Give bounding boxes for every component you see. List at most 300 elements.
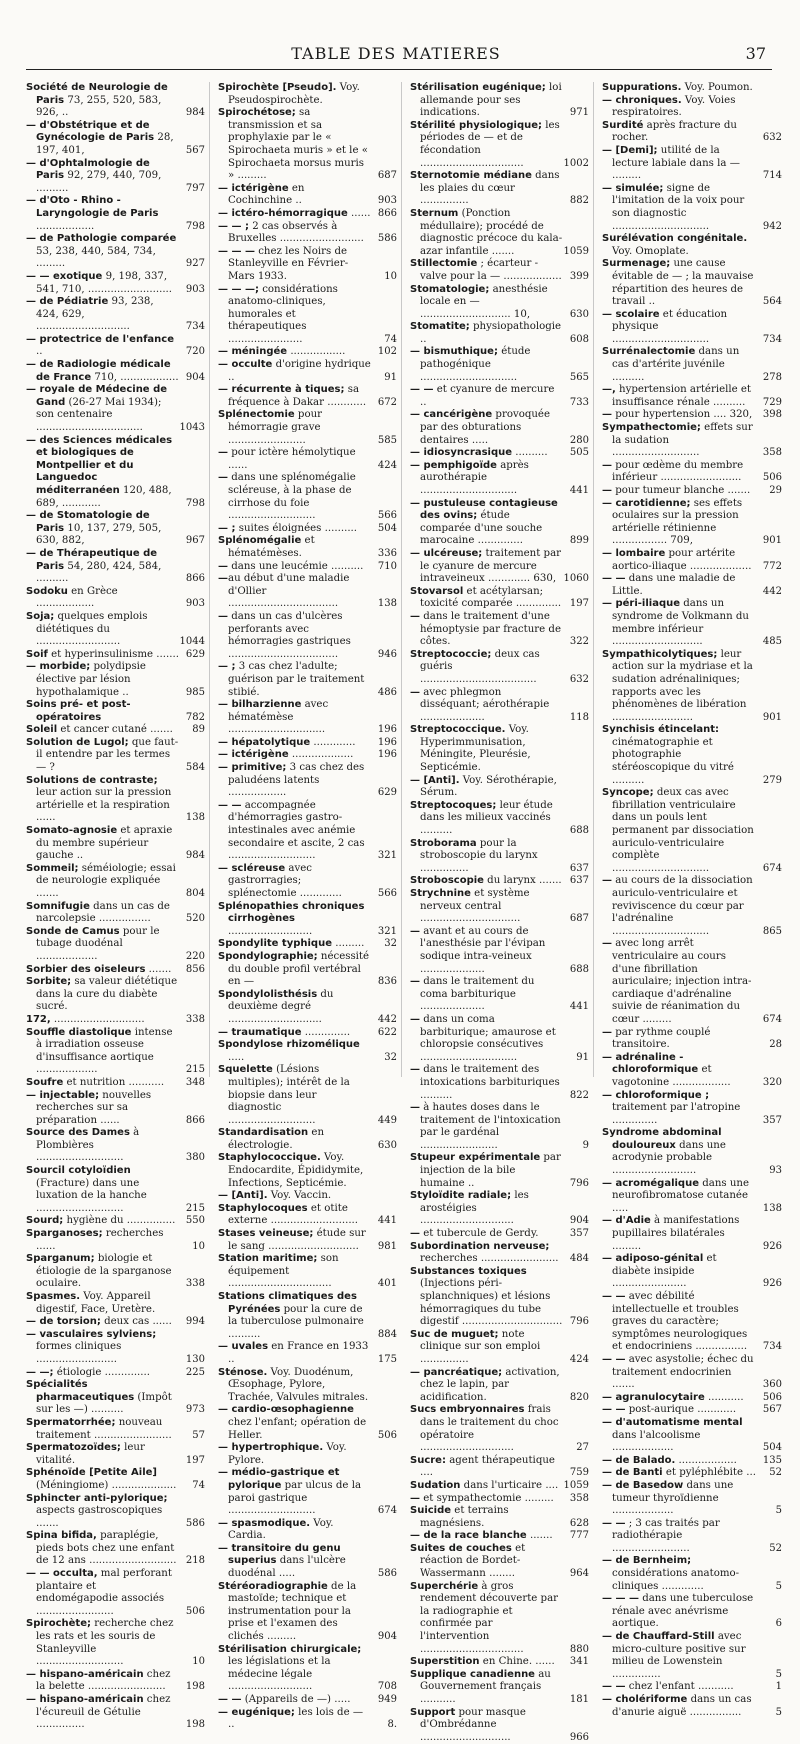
entry-page-number: 220 xyxy=(185,950,205,962)
entry-description: et hématémèses. xyxy=(228,535,315,559)
entry-description: ses effets oculaires sur la pression artérielle rétinienne ................. 709, xyxy=(612,497,743,547)
index-entry xyxy=(602,573,782,598)
entry-description: Voy. Vaccin. xyxy=(267,1190,332,1202)
index-entry xyxy=(602,1052,782,1090)
entry-description: et cyanure de mercure .. xyxy=(420,384,555,408)
index-entry xyxy=(602,1291,782,1354)
index-entry xyxy=(218,246,397,284)
entry-page-number: 903 xyxy=(185,283,205,295)
entry-term: — pancréatique; xyxy=(410,1366,503,1378)
entry-term: Strychnine xyxy=(410,888,471,899)
entry-term: Stomatologie; xyxy=(410,283,490,295)
entry-term: Sorbite; xyxy=(26,976,72,988)
entry-page-number: 994 xyxy=(185,1316,205,1328)
index-entry xyxy=(218,1707,397,1732)
entry-term: — vasculaires sylviens; xyxy=(26,1328,157,1340)
entry-term: — scléreuse xyxy=(218,862,286,874)
entry-term: Suicide xyxy=(410,1505,452,1517)
index-entry xyxy=(26,548,205,586)
entry-term: Somato-agnosie xyxy=(26,825,118,837)
entry-description: sa valeur diététique dans la cure du diabète sucré. xyxy=(36,976,178,1013)
entry-description: deux cas avec fibrillation ventriculaire dans un pouls lent permanent par dissociation auriculo-ventriculaire complète .............................. xyxy=(612,787,754,874)
entry-term: — d'Adie xyxy=(602,1215,651,1227)
entry-term: Surrénalectomie xyxy=(602,346,696,358)
index-entry xyxy=(26,724,205,737)
entry-description: ....... xyxy=(526,1530,553,1542)
index-column-4 xyxy=(602,82,786,1718)
entry-page-number: 399 xyxy=(569,270,589,282)
entry-page-number: 197 xyxy=(569,598,589,610)
entry-description: .. xyxy=(36,346,43,358)
entry-term: — lombaire xyxy=(602,547,666,559)
entry-description: en Grèce .................. xyxy=(36,585,118,610)
entry-term: Syncope; xyxy=(602,787,654,799)
entry-page-number: 632 xyxy=(762,132,782,144)
entry-page-number: 442 xyxy=(377,1013,397,1025)
index-entry xyxy=(410,875,589,888)
entry-page-number: 91 xyxy=(384,371,397,383)
entry-term: — protectrice de l'enfance xyxy=(26,333,175,345)
index-entry xyxy=(602,1631,782,1681)
entry-page-number: 565 xyxy=(569,371,589,383)
entry-description: chez les Noirs de Stanleyville en Février-Mars 1933. xyxy=(228,245,349,282)
entry-term: — scolaire xyxy=(602,308,660,320)
entry-description: et nutrition ........... xyxy=(63,1076,165,1088)
index-entry xyxy=(410,687,589,725)
entry-page-number: 138 xyxy=(762,1202,782,1214)
entry-term: — xyxy=(218,447,228,459)
index-entry xyxy=(602,724,782,787)
index-entry xyxy=(26,1228,205,1253)
entry-description: et otite externe ........................... xyxy=(228,1202,359,1227)
index-entry xyxy=(602,422,782,460)
entry-term: Sucre: xyxy=(410,1454,446,1466)
entry-term: Sourd; xyxy=(26,1215,64,1227)
entry-term: — cholériforme xyxy=(602,1694,688,1705)
entry-term: Staphylocoques xyxy=(218,1202,308,1214)
entry-term: — ictérigène xyxy=(218,182,289,194)
entry-term: — xyxy=(410,925,420,937)
entry-term: — péri-iliaque xyxy=(602,598,681,610)
entry-term: Spasmes. xyxy=(26,1291,81,1302)
entry-description: intense à irradiation osseuse d'insuffisance aortique ................... xyxy=(36,1026,173,1076)
index-entry xyxy=(218,1341,397,1366)
entry-description: (Lésions multiples); intérêt de la biopsie dans leur diagnostic ........................... xyxy=(228,1064,350,1126)
entry-page-number: 10 xyxy=(192,1240,205,1252)
index-entry xyxy=(602,145,782,183)
entry-term: Sternotomie médiane xyxy=(410,170,532,182)
index-entry xyxy=(26,1694,205,1732)
entry-page-number: 357 xyxy=(762,1114,782,1126)
index-entry xyxy=(410,170,589,208)
index-entry xyxy=(218,535,397,560)
entry-description: traitement par l'atropine .............. xyxy=(612,1102,741,1126)
index-entry xyxy=(410,1530,589,1543)
entry-term: Sparganum; xyxy=(26,1253,95,1265)
index-entry xyxy=(602,485,782,498)
entry-page-number: 27 xyxy=(576,1442,589,1454)
entry-page-number: 882 xyxy=(569,195,589,207)
entry-page-number: 485 xyxy=(762,636,782,648)
entry-term: — d'Oto - Rhino - Laryngologie de Paris xyxy=(26,195,159,219)
index-entry xyxy=(26,82,205,120)
index-entry xyxy=(26,120,205,158)
index-entry xyxy=(26,1253,205,1291)
entry-term: — xyxy=(218,573,228,585)
entry-term: — xyxy=(602,485,612,496)
entry-page-number: 130 xyxy=(185,1353,205,1365)
entry-description: dans le traitement d'une hémoptysie par fracture de côtes. xyxy=(420,610,561,648)
entry-page-number: 899 xyxy=(569,535,589,547)
index-entry xyxy=(602,1354,782,1392)
entry-term: Surdité xyxy=(602,119,644,131)
index-entry xyxy=(218,611,397,661)
entry-page-number: 29 xyxy=(769,485,782,496)
index-entry xyxy=(410,1102,589,1152)
entry-term: — — ; xyxy=(218,220,249,232)
entry-page-number: 8. xyxy=(387,1719,397,1731)
entry-description: recherche chez les rats et les souris de Stanleyville ........................... xyxy=(36,1618,174,1668)
index-entry xyxy=(218,661,397,699)
index-entry xyxy=(410,1505,589,1530)
entry-page-number: 796 xyxy=(569,1177,589,1189)
index-entry xyxy=(602,649,782,725)
entry-page-number: 904 xyxy=(569,1215,589,1227)
entry-page-number: 6 xyxy=(775,1618,782,1630)
entry-term: Surmenage; xyxy=(602,258,671,270)
entry-description: les lois de — .. xyxy=(228,1706,364,1731)
entry-page-number: 856 xyxy=(185,963,205,975)
entry-term: — — xyxy=(218,1694,242,1705)
entry-description: à gros rendement découverte par la radiographie et confirmée par l'intervention ................................ xyxy=(420,1580,559,1655)
entry-description: étude pathogénique .............................. xyxy=(420,346,531,383)
entry-term: — chroniques. xyxy=(602,94,682,106)
entry-page-number: 449 xyxy=(377,1114,397,1126)
entry-page-number: 138 xyxy=(377,598,397,610)
entry-description: dans l'ulcère duodénal ..... xyxy=(228,1555,346,1580)
entry-description: loi allemande pour ses indications. xyxy=(420,82,562,119)
index-column-3 xyxy=(410,82,594,1743)
entry-term: Station maritime; xyxy=(218,1253,318,1265)
entry-page-number: 441 xyxy=(569,1001,589,1013)
entry-term: Superstition xyxy=(410,1656,480,1668)
index-entry xyxy=(26,1669,205,1694)
entry-description: dans une neurofibromatose cutanée ..... xyxy=(612,1177,749,1214)
entry-term: — — xyxy=(602,1681,626,1693)
entry-page-number: 135 xyxy=(762,1454,782,1466)
entry-description: Voy. Sérothérapie, Sérum. xyxy=(420,774,557,799)
index-entry xyxy=(218,749,397,762)
index-entry xyxy=(218,863,397,901)
entry-page-number: 28 xyxy=(769,1039,782,1051)
entry-page-number: 567 xyxy=(185,144,205,156)
entry-description: (Appareils de —) ..... xyxy=(241,1694,351,1705)
entry-page-number: 901 xyxy=(762,535,782,547)
entry-page-number: 10 xyxy=(384,270,397,282)
entry-term: — de Balado. xyxy=(602,1454,676,1466)
entry-page-number: 942 xyxy=(762,220,782,232)
index-entry xyxy=(26,1568,205,1618)
index-entry xyxy=(26,649,205,662)
entry-term: Staphylococcique. xyxy=(218,1152,321,1164)
index-entry xyxy=(602,787,782,875)
entry-description: aspects gastroscopiques ....... xyxy=(36,1505,163,1529)
entry-term: Support xyxy=(410,1706,456,1718)
entry-description: Voy. Hyperimmunisation, Méningite, Pleurésie, Septicémie. xyxy=(420,724,531,774)
entry-description: ; écarteur - valve pour la — .................. xyxy=(420,258,562,282)
index-entry xyxy=(26,1215,205,1228)
entry-description: dans une maladie de Little. xyxy=(612,573,736,597)
entry-page-number: 973 xyxy=(185,1404,205,1416)
entry-description: pour hémorragie grave ........................ xyxy=(228,409,323,446)
entry-description: dans un cas de narcolepsie ................ xyxy=(36,900,170,925)
entry-page-number: 777 xyxy=(569,1530,589,1542)
entry-term: Société de Neurologie de Paris xyxy=(26,82,168,106)
index-entry xyxy=(410,498,589,548)
page-number: 37 xyxy=(745,44,766,63)
entry-page-number: 10 xyxy=(192,1656,205,1668)
entry-page-number: 586 xyxy=(185,1517,205,1529)
entry-description: au Gouvernement français ........... xyxy=(420,1668,551,1705)
entry-page-number: 57 xyxy=(192,1429,205,1441)
entry-term: — transitoire du genu superius xyxy=(218,1542,341,1567)
entry-page-number: 197 xyxy=(185,1454,205,1466)
entry-page-number: 5 xyxy=(775,1505,782,1517)
entry-term: — [Anti]. xyxy=(218,1190,268,1202)
entry-page-number: 836 xyxy=(377,976,397,988)
index-entry xyxy=(26,586,205,611)
entry-term: Suites de couches xyxy=(410,1542,512,1554)
entry-description: Voy. Pseudospirochète. xyxy=(228,82,360,106)
index-entry xyxy=(602,1392,782,1405)
entry-description: 53, 238, 440, 584, 734, ......... xyxy=(36,245,156,270)
entry-term: Stases veineuse; xyxy=(218,1228,314,1240)
index-entry xyxy=(218,472,397,522)
entry-term: — récurrente à tiques; xyxy=(218,384,345,396)
entry-term: — traumatique xyxy=(218,1026,302,1038)
entry-description: hygiène du ............... xyxy=(63,1215,176,1227)
entry-term: Splénectomie xyxy=(218,409,295,421)
index-entry xyxy=(410,1266,589,1329)
entry-term: Stillectomie xyxy=(410,258,478,270)
entry-description: effets sur la sudation ........................... xyxy=(612,422,753,459)
entry-page-number: 91 xyxy=(576,1051,589,1063)
entry-description: chez la belette ........................ xyxy=(36,1668,171,1693)
entry-description: leur action sur la mydriase et la sudation adrénaliniques; rapports avec les phénomènes de libération ......................... xyxy=(612,648,753,723)
entry-description: leur étude dans les milieux vaccinés .......... xyxy=(420,799,553,837)
index-entry xyxy=(602,875,782,938)
index-entry xyxy=(26,334,205,359)
entry-term: Streptocoques; xyxy=(410,799,497,811)
index-entry xyxy=(218,573,397,611)
entry-description: quelques emplois diététiques du .......................... xyxy=(36,610,148,648)
index-entry xyxy=(602,1518,782,1556)
entry-page-number: 380 xyxy=(185,1152,205,1164)
entry-description: les législations et la médecine légale .......................... xyxy=(228,1656,331,1693)
index-entry xyxy=(26,1493,205,1531)
index-entry xyxy=(218,737,397,750)
index-entry xyxy=(410,1493,589,1506)
entry-description: cinématographie et photographie stéréoscopique du vitré .......... xyxy=(612,736,734,786)
entry-page-number: 5 xyxy=(775,1706,782,1718)
index-entry xyxy=(218,1467,397,1517)
index-entry xyxy=(410,1543,589,1581)
entry-description: pour œdème du membre inférieur ......................... xyxy=(612,459,744,484)
entry-term: — — xyxy=(602,1291,626,1302)
entry-description: biologie et étiologie de la sparganose oculaire. xyxy=(36,1253,172,1290)
entry-page-number: 358 xyxy=(762,447,782,459)
entry-term: — hispano-américain xyxy=(26,1694,144,1705)
index-entry xyxy=(602,95,782,120)
entry-page-number: 901 xyxy=(762,711,782,723)
index-entry xyxy=(26,1090,205,1128)
entry-page-number: 796 xyxy=(569,1316,589,1328)
entry-description: ..... xyxy=(228,1051,245,1063)
index-entry xyxy=(218,1367,397,1405)
entry-page-number: 89 xyxy=(192,724,205,736)
index-entry xyxy=(218,1581,397,1644)
entry-page-number: 360 xyxy=(762,1379,782,1391)
entry-page-number: 566 xyxy=(377,510,397,522)
index-entry xyxy=(602,1404,782,1417)
entry-term: Spondylose rhizomélique xyxy=(218,1039,360,1051)
entry-description: chez l'enfant ........... xyxy=(625,1681,734,1693)
index-entry xyxy=(410,384,589,409)
index-entry xyxy=(602,548,782,573)
entry-term: — carotidienne; xyxy=(602,497,691,509)
index-entry xyxy=(218,1644,397,1694)
entry-description: après aurothérapie .............................. xyxy=(420,459,529,496)
entry-description: et terrains magnésiens. xyxy=(420,1505,509,1529)
index-entry xyxy=(218,762,397,800)
index-entry xyxy=(26,964,205,977)
entry-page-number: 504 xyxy=(762,1442,782,1454)
entry-page-number: 357 xyxy=(569,1228,589,1240)
entry-term: Suc de muguet; xyxy=(410,1328,499,1340)
entry-page-number: 338 xyxy=(185,1013,205,1025)
entry-page-number: 672 xyxy=(377,396,397,408)
entry-description: ................. xyxy=(287,346,346,358)
entry-description: dans les plaies du cœur ............... xyxy=(420,170,560,207)
index-entry xyxy=(602,82,782,95)
entry-description: Voy. Omoplate. xyxy=(612,245,689,257)
header-rule xyxy=(26,69,772,70)
index-entry xyxy=(410,926,589,976)
entry-page-number: 280 xyxy=(569,434,589,446)
entry-term: — méningée xyxy=(218,346,288,358)
entry-description: son équipement ................................ xyxy=(228,1253,339,1290)
index-entry xyxy=(26,233,205,271)
entry-description: .................. xyxy=(36,220,95,232)
entry-term: Supplique canadienne xyxy=(410,1668,535,1680)
entry-term: — de Bernheim; xyxy=(602,1555,692,1567)
entry-term: — xyxy=(602,409,612,421)
entry-page-number: 566 xyxy=(377,888,397,899)
entry-term: Soufre xyxy=(26,1076,64,1088)
entry-term: Souffle diastolique xyxy=(26,1026,132,1038)
entry-term: Streptococcique. xyxy=(410,724,506,736)
entry-term: — — xyxy=(602,1404,626,1416)
entry-term: Spirochète; xyxy=(26,1618,91,1630)
entry-page-number: 688 xyxy=(569,825,589,837)
entry-page-number: 441 xyxy=(569,485,589,496)
entry-page-number: 278 xyxy=(762,371,782,383)
entry-page-number: 424 xyxy=(569,1353,589,1365)
entry-term: — médio-gastrique et pylorique xyxy=(218,1467,340,1491)
entry-page-number: 505 xyxy=(569,447,589,459)
entry-description: 28, 197, 401, xyxy=(36,132,174,156)
entry-description: (26-27 Mai 1934); son centenaire ................................. xyxy=(36,396,162,434)
entry-page-number: 506 xyxy=(762,472,782,484)
entry-term: Sphénoïde [Petite Aile] xyxy=(26,1467,157,1479)
entry-page-number: 629 xyxy=(377,787,397,799)
entry-description: agent thérapeutique .... xyxy=(420,1454,555,1479)
entry-page-number: 674 xyxy=(762,862,782,874)
entry-page-number: 520 xyxy=(185,913,205,925)
entry-term: Soja; xyxy=(26,610,55,622)
entry-term: — xyxy=(410,686,420,698)
entry-page-number: 710 xyxy=(377,560,397,572)
index-entry xyxy=(602,1694,782,1719)
entry-description: ....... xyxy=(145,963,172,975)
entry-description: nécessité du double profil vertébral en — xyxy=(228,950,370,988)
entry-term: — ictérigène xyxy=(218,749,289,761)
entry-description: à manifestations pupillaires bilatérales ......... xyxy=(612,1215,740,1252)
entry-term: — xyxy=(602,938,612,950)
entry-page-number: 1059 xyxy=(563,245,589,257)
index-entry xyxy=(410,1329,589,1367)
entry-term: — xyxy=(410,1102,420,1114)
entry-page-number: 338 xyxy=(185,1278,205,1290)
entry-term: — eugénique; xyxy=(218,1706,295,1718)
entry-term: Spermatorrhée; xyxy=(26,1416,116,1428)
entry-page-number: 320 xyxy=(762,1076,782,1088)
entry-description: ...... xyxy=(347,207,371,219)
entry-description: Voy. Pylore. xyxy=(228,1442,347,1466)
entry-term: Soins pré- et post-opératoires xyxy=(26,699,131,723)
entry-page-number: 759 xyxy=(569,1467,589,1479)
index-entry xyxy=(26,611,205,649)
entry-term: Somnifugie xyxy=(26,900,90,912)
entry-description: et réaction de Bordet-Wassermann ........ xyxy=(420,1542,526,1580)
index-entry xyxy=(410,976,589,1014)
entry-description: Voy. Cardia. xyxy=(228,1517,334,1542)
entry-page-number: 441 xyxy=(377,1215,397,1227)
entry-page-number: 9 xyxy=(582,1139,589,1151)
entry-description: et éducation physique .............................. xyxy=(612,308,728,345)
index-entry xyxy=(218,1442,397,1467)
entry-term: Stroborama xyxy=(410,837,477,849)
entry-page-number: 52 xyxy=(769,1467,782,1479)
index-entry xyxy=(26,1417,205,1442)
entry-page-number: 971 xyxy=(569,107,589,119)
entry-description: séméiologie; essai de neurologie expliquée ....... xyxy=(36,862,176,899)
index-entry xyxy=(410,1228,589,1241)
index-columns xyxy=(26,82,790,1743)
index-entry xyxy=(602,233,782,258)
index-entry xyxy=(218,221,397,246)
entry-description: avec gastrorragies; splénectomie ............. xyxy=(228,862,342,899)
entry-description: pour la cure de la tuberculose pulmonaire .......... xyxy=(228,1303,364,1340)
index-entry xyxy=(218,938,397,951)
index-entry xyxy=(410,409,589,447)
entry-page-number: 93 xyxy=(769,1165,782,1177)
entry-term: — occulte xyxy=(218,359,273,371)
entry-description: que faut-il entendre par les termes — ? xyxy=(36,736,179,774)
entry-description: Voy. Appareil digestif, Face, Uretère. xyxy=(36,1291,156,1315)
entry-description: suites éloignées .......... xyxy=(235,522,358,534)
entry-description: 73, 255, 520, 583, 926, .. xyxy=(36,94,162,119)
